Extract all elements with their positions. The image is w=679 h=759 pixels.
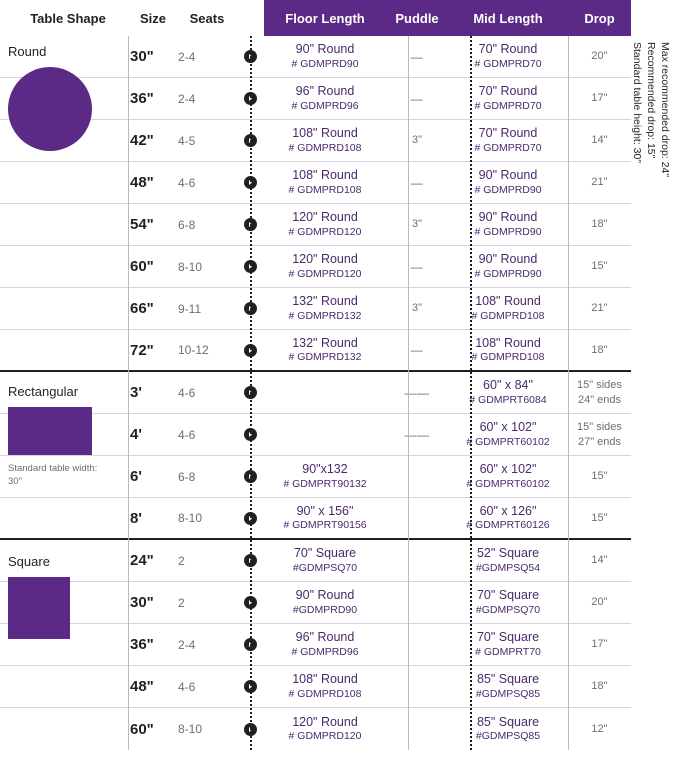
floor-dimension: 70" Square bbox=[293, 546, 357, 561]
row-drop bbox=[568, 162, 631, 203]
drop-line: 20" bbox=[591, 50, 608, 63]
floor-sku: # GDMPRD96 bbox=[291, 99, 359, 112]
mid-sku: # GDMPRD70 bbox=[474, 57, 542, 70]
row-drop bbox=[568, 624, 631, 665]
row-size: 48" bbox=[130, 678, 154, 695]
row-puddle bbox=[386, 498, 448, 538]
row-shape-spacer bbox=[0, 708, 128, 750]
row-floor-length bbox=[264, 666, 386, 707]
row-puddle bbox=[386, 162, 448, 203]
row-seats: 2-4 bbox=[178, 91, 196, 106]
mid-sku: # GDMPRD108 bbox=[471, 351, 545, 364]
floor-sku: #GDMPSQ70 bbox=[292, 561, 358, 574]
row-mid-length bbox=[448, 372, 568, 413]
floor-sku: # GDMPRD132 bbox=[288, 351, 362, 364]
side-notes bbox=[631, 34, 679, 364]
table-row bbox=[0, 708, 631, 750]
floor-dimension: 108" Round bbox=[292, 168, 358, 183]
row-mid-length bbox=[448, 78, 568, 119]
row-puddle bbox=[386, 414, 448, 455]
header-spacer bbox=[236, 0, 264, 36]
mid-dimension: 70" Round bbox=[478, 84, 538, 99]
row-size: 36" bbox=[130, 636, 154, 653]
row-size: 60" bbox=[130, 720, 154, 738]
shape-label-rectangular: Rectangular bbox=[8, 384, 79, 399]
row-seats: 6-8 bbox=[178, 469, 196, 484]
drop-line: 18" bbox=[591, 343, 608, 356]
row-size: 48" bbox=[130, 174, 154, 191]
shape-block-round bbox=[8, 44, 128, 151]
mid-sku: #GDMPSQ85 bbox=[475, 730, 541, 743]
floor-dimension: 90" Round bbox=[295, 42, 355, 57]
row-mid-length bbox=[448, 582, 568, 623]
drop-line: 15" bbox=[591, 260, 608, 273]
row-floor-length bbox=[264, 582, 386, 623]
row-puddle bbox=[386, 666, 448, 707]
row-seats: 8-10 bbox=[178, 511, 203, 525]
row-drop bbox=[568, 330, 631, 370]
puddle-value: — bbox=[410, 49, 424, 64]
floor-dimension: 120" Round bbox=[292, 252, 358, 267]
row-size: 6' bbox=[130, 468, 142, 485]
row-seats: 2-4 bbox=[178, 49, 196, 64]
row-seats: 10-12 bbox=[178, 343, 209, 357]
row-floor-length bbox=[264, 246, 386, 287]
row-mid-length bbox=[448, 162, 568, 203]
puddle-value: — bbox=[410, 259, 424, 274]
floor-sku: # GDMPRD90 bbox=[291, 57, 359, 70]
floor-sku: # GDMPRD96 bbox=[291, 645, 359, 658]
row-drop bbox=[568, 204, 631, 245]
row-seats: 2 bbox=[178, 595, 185, 610]
row-mid-length bbox=[448, 708, 568, 750]
row-mid-length bbox=[448, 624, 568, 665]
floor-dimension: 90" Round bbox=[295, 588, 355, 603]
column-divider bbox=[408, 36, 409, 750]
mid-dimension: 90" Round bbox=[478, 252, 538, 267]
floor-sku: #GDMPRD90 bbox=[292, 603, 358, 616]
mid-dimension: 90" Round bbox=[478, 168, 538, 183]
row-floor-length bbox=[264, 456, 386, 497]
row-mid-length bbox=[448, 666, 568, 707]
row-puddle bbox=[386, 582, 448, 623]
drop-line: 17" bbox=[591, 92, 608, 105]
row-drop bbox=[568, 708, 631, 750]
row-drop bbox=[568, 372, 631, 413]
row-seats: 6-8 bbox=[178, 217, 196, 232]
floor-dimension: 96" Round bbox=[295, 84, 355, 99]
shape-block-square bbox=[8, 554, 128, 639]
drop-line: 24" ends bbox=[577, 393, 622, 406]
note-max-drop: Max recommended drop: 24" bbox=[659, 42, 671, 178]
row-floor-length bbox=[264, 36, 386, 77]
drop-line: 18" bbox=[591, 218, 608, 231]
row-seats: 2-4 bbox=[178, 637, 196, 652]
row-puddle bbox=[386, 624, 448, 665]
row-size: 30" bbox=[130, 594, 154, 611]
row-puddle bbox=[386, 204, 448, 245]
mid-dimension: 60" x 126" bbox=[479, 503, 537, 518]
floor-dimension: 120" Round bbox=[292, 714, 358, 729]
mid-sku: # GDMPRD90 bbox=[474, 225, 542, 238]
table-row bbox=[0, 666, 631, 708]
mid-sku: # GDMPRD70 bbox=[474, 99, 542, 112]
mid-dimension: 52" Square bbox=[476, 546, 540, 561]
header-table-shape: Table Shape bbox=[0, 0, 128, 36]
row-size: 36" bbox=[130, 90, 154, 107]
row-puddle bbox=[386, 120, 448, 161]
floor-sku: # GDMPRD120 bbox=[288, 267, 362, 280]
header-floor-length: Floor Length bbox=[264, 0, 386, 36]
row-puddle bbox=[386, 78, 448, 119]
mid-dimension: 85" Square bbox=[476, 672, 540, 687]
header-mid-length: Mid Length bbox=[448, 0, 568, 36]
row-puddle bbox=[386, 36, 448, 77]
row-size: 42" bbox=[130, 132, 154, 149]
row-drop bbox=[568, 666, 631, 707]
row-size: 4' bbox=[130, 426, 142, 443]
row-mid-length bbox=[448, 288, 568, 329]
floor-dimension: 90" x 156" bbox=[296, 503, 354, 518]
row-shape-spacer bbox=[0, 204, 128, 245]
row-size: 72" bbox=[130, 341, 154, 359]
table-row bbox=[0, 204, 631, 246]
row-shape-spacer bbox=[0, 288, 128, 329]
mid-dimension: 70" Square bbox=[476, 588, 540, 603]
row-mid-length bbox=[448, 204, 568, 245]
floor-sku: # GDMPRD108 bbox=[288, 141, 362, 154]
drop-line: 20" bbox=[591, 596, 608, 609]
floor-sku: # GDMPRD120 bbox=[288, 225, 362, 238]
mid-dimension: 70" Round bbox=[478, 42, 538, 57]
row-shape-spacer bbox=[0, 666, 128, 707]
row-floor-length bbox=[264, 330, 386, 370]
header-size: Size bbox=[128, 0, 178, 36]
mid-dimension: 60" x 102" bbox=[479, 420, 537, 435]
row-seats: 4-5 bbox=[178, 133, 196, 148]
header-seats: Seats bbox=[178, 0, 236, 36]
row-puddle bbox=[386, 330, 448, 370]
row-drop bbox=[568, 36, 631, 77]
row-mid-length bbox=[448, 414, 568, 455]
row-seats: 4-6 bbox=[178, 679, 196, 694]
mid-dimension: 70" Round bbox=[478, 126, 538, 141]
floor-sku: # GDMPRD120 bbox=[288, 730, 362, 743]
row-size: 54" bbox=[130, 216, 154, 233]
row-mid-length bbox=[448, 120, 568, 161]
row-shape-spacer bbox=[0, 330, 128, 370]
mid-sku: # GDMPRD108 bbox=[471, 309, 545, 322]
row-floor-length bbox=[264, 372, 386, 413]
row-seats: 4-6 bbox=[178, 427, 196, 442]
floor-sku: # GDMPRT90132 bbox=[283, 477, 367, 490]
header-puddle: Puddle bbox=[386, 0, 448, 36]
drop-line: 15" sides bbox=[577, 379, 622, 392]
row-mid-length bbox=[448, 36, 568, 77]
row-seats: 4-6 bbox=[178, 175, 196, 190]
row-seats: 9-11 bbox=[178, 301, 202, 316]
row-shape-spacer bbox=[0, 246, 128, 287]
note-standard-height: Standard table height: 30" bbox=[631, 42, 643, 164]
drop-line: 15" bbox=[591, 511, 608, 524]
drop-line: 27" ends bbox=[577, 435, 622, 448]
puddle-value: — bbox=[410, 343, 424, 357]
row-floor-length bbox=[264, 120, 386, 161]
rect-width-note: Standard table width: 30" bbox=[8, 463, 98, 487]
floor-dimension: 108" Round bbox=[292, 126, 358, 141]
row-puddle bbox=[386, 288, 448, 329]
row-mid-length bbox=[448, 540, 568, 581]
row-size: 8' bbox=[130, 509, 142, 527]
puddle-value: —— bbox=[404, 427, 430, 442]
column-divider-dotted bbox=[470, 36, 472, 750]
shape-label-square: Square bbox=[8, 554, 50, 569]
table-row bbox=[0, 162, 631, 204]
row-puddle bbox=[386, 246, 448, 287]
row-seats: 2 bbox=[178, 553, 185, 568]
column-divider-dotted bbox=[250, 36, 252, 750]
row-drop bbox=[568, 120, 631, 161]
row-floor-length bbox=[264, 540, 386, 581]
row-size: 24" bbox=[130, 552, 154, 569]
drop-line: 12" bbox=[591, 722, 608, 735]
mid-sku: # GDMPRT60102 bbox=[466, 435, 550, 448]
table-row bbox=[0, 330, 631, 372]
drop-line: 17" bbox=[591, 638, 608, 651]
floor-dimension: 132" Round bbox=[292, 294, 358, 309]
row-drop bbox=[568, 456, 631, 497]
rectangle-swatch-icon bbox=[8, 407, 92, 455]
row-size: 30" bbox=[130, 48, 154, 65]
table-header-row bbox=[0, 0, 679, 36]
row-floor-length bbox=[264, 624, 386, 665]
row-puddle bbox=[386, 372, 448, 413]
row-drop bbox=[568, 582, 631, 623]
puddle-value: 3" bbox=[411, 218, 423, 231]
row-size: 66" bbox=[130, 300, 154, 317]
row-puddle bbox=[386, 456, 448, 497]
row-puddle bbox=[386, 708, 448, 750]
mid-sku: # GDMPRT60126 bbox=[466, 519, 550, 532]
column-divider bbox=[568, 36, 569, 750]
row-floor-length bbox=[264, 204, 386, 245]
row-mid-length bbox=[448, 498, 568, 538]
row-floor-length bbox=[264, 78, 386, 119]
row-size: 60" bbox=[130, 258, 154, 275]
row-mid-length bbox=[448, 456, 568, 497]
floor-dimension: 108" Round bbox=[292, 672, 358, 687]
mid-sku: #GDMPSQ70 bbox=[475, 603, 541, 616]
row-drop bbox=[568, 498, 631, 538]
drop-line: 18" bbox=[591, 680, 608, 693]
row-mid-length bbox=[448, 330, 568, 370]
row-puddle bbox=[386, 540, 448, 581]
mid-dimension: 108" Round bbox=[475, 335, 541, 350]
table-row bbox=[0, 246, 631, 288]
square-swatch-icon bbox=[8, 577, 70, 639]
floor-sku: # GDMPRT90156 bbox=[283, 519, 367, 532]
row-drop bbox=[568, 78, 631, 119]
column-divider bbox=[128, 36, 129, 750]
mid-sku: # GDMPRD70 bbox=[474, 141, 542, 154]
drop-line: 15" sides bbox=[577, 421, 622, 434]
floor-sku: # GDMPRD108 bbox=[288, 183, 362, 196]
drop-line: 14" bbox=[591, 134, 608, 147]
floor-sku: # GDMPRD108 bbox=[288, 687, 362, 700]
row-shape-spacer bbox=[0, 162, 128, 203]
table-row bbox=[0, 498, 631, 540]
mid-dimension: 108" Round bbox=[475, 294, 541, 309]
shape-label-round: Round bbox=[8, 44, 47, 59]
row-shape-spacer bbox=[0, 498, 128, 538]
row-drop bbox=[568, 288, 631, 329]
row-seats: 4-6 bbox=[178, 385, 196, 400]
mid-sku: # GDMPRT60102 bbox=[466, 477, 550, 490]
mid-dimension: 90" Round bbox=[478, 210, 538, 225]
puddle-value: — bbox=[410, 91, 424, 106]
floor-dimension: 96" Round bbox=[295, 630, 355, 645]
row-floor-length bbox=[264, 498, 386, 538]
mid-sku: #GDMPSQ54 bbox=[475, 561, 541, 574]
mid-dimension: 60" x 102" bbox=[479, 462, 537, 477]
mid-dimension: 60" x 84" bbox=[483, 378, 533, 393]
puddle-value: 3" bbox=[411, 302, 423, 315]
floor-sku: # GDMPRD132 bbox=[288, 309, 362, 322]
drop-line: 21" bbox=[591, 176, 608, 189]
mid-sku: # GDMPRD90 bbox=[474, 267, 542, 280]
puddle-value: —— bbox=[404, 385, 430, 400]
row-drop bbox=[568, 540, 631, 581]
drop-line: 14" bbox=[591, 554, 608, 567]
floor-dimension: 90"x132 bbox=[302, 462, 348, 477]
row-floor-length bbox=[264, 288, 386, 329]
table-row bbox=[0, 288, 631, 330]
row-floor-length bbox=[264, 162, 386, 203]
row-drop bbox=[568, 246, 631, 287]
floor-dimension: 132" Round bbox=[292, 335, 358, 350]
mid-sku: # GDMPRT70 bbox=[475, 645, 541, 658]
row-seats: 8-10 bbox=[178, 722, 203, 736]
row-mid-length bbox=[448, 246, 568, 287]
row-size: 3' bbox=[130, 384, 142, 401]
mid-dimension: 70" Square bbox=[476, 630, 540, 645]
puddle-value: 3" bbox=[411, 134, 423, 147]
mid-sku: # GDMPRT6084 bbox=[469, 393, 547, 406]
row-drop bbox=[568, 414, 631, 455]
note-recommended-drop: Recommended drop: 15" bbox=[645, 42, 657, 159]
drop-line: 21" bbox=[591, 302, 608, 315]
row-floor-length bbox=[264, 708, 386, 750]
mid-dimension: 85" Square bbox=[476, 714, 540, 729]
circle-swatch-icon bbox=[8, 67, 92, 151]
floor-dimension: 120" Round bbox=[292, 210, 358, 225]
mid-sku: # GDMPRD90 bbox=[474, 183, 542, 196]
mid-sku: #GDMPSQ85 bbox=[475, 687, 541, 700]
header-drop: Drop bbox=[568, 0, 631, 36]
row-seats: 8-10 bbox=[178, 259, 203, 274]
drop-line: 15" bbox=[591, 470, 608, 483]
puddle-value: — bbox=[410, 175, 424, 190]
row-floor-length bbox=[264, 414, 386, 455]
shape-block-rectangular bbox=[8, 384, 128, 489]
